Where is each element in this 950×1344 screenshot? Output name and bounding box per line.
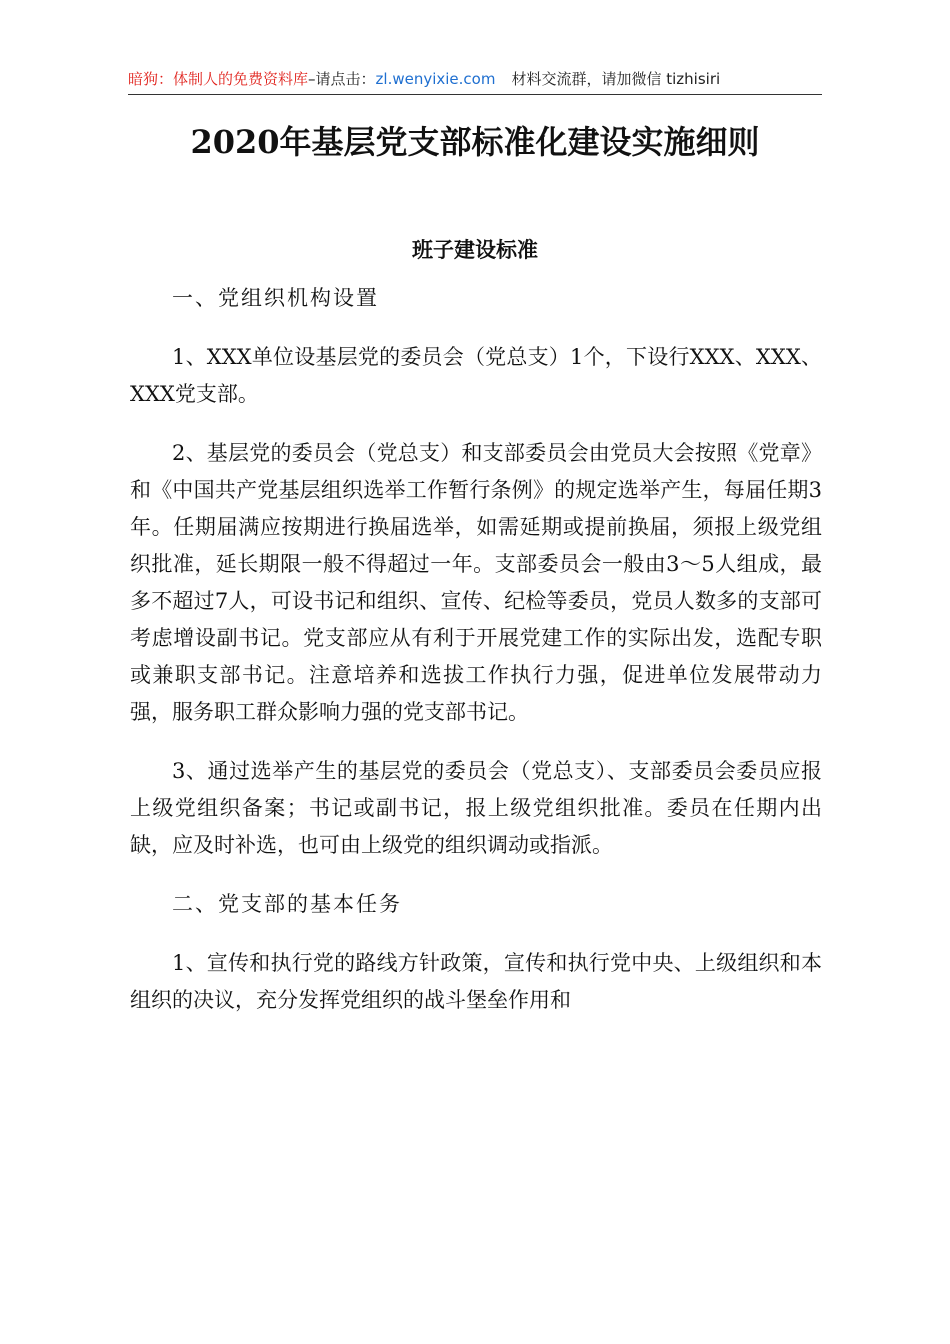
section-title: 班子建设标准 <box>412 238 538 262</box>
paragraph-1: 1、XXX单位设基层党的委员会（党总支）1个，下设行XXX、XXX、XXX党支部。 <box>130 345 822 406</box>
header-prompt: –请点击： <box>308 70 376 88</box>
document-title: 2020年基层党支部标准化建设实施细则 <box>190 123 760 161</box>
paragraph-2: 2、基层党的委员会（党总支）和支部委员会由党员大会按照《党章》和《中国共产党基层组织选举工作暂行条例》的规定选举产生，每届任期3年。任期届满应按期进行换届选举，如需延期或提前换届，须报上级党组织批准，延长期限一般不得超过一年。支部委员会一般由3～5人组成，最多不超过7人，可设书记和组织、宣传、纪检等委员，党员人数多的支部可考虑增设副书记。党支部应从有利于开展党建工作的实际出发，选配专职或兼职支部书记。注意培养和选拔工作执行力强，促进单位发展带动力强，服务职工群众影响力强的党支部书记。 <box>130 441 822 724</box>
heading-org-setup: 一、党组织机构设置 <box>172 286 379 310</box>
document-body <box>130 280 822 1019</box>
paragraph-4: 1、宣传和执行党的路线方针政策，宣传和执行党中央、上级组织和本组织的决议，充分发挥党组织的战斗堡垒作用和 <box>130 951 822 1012</box>
header-link[interactable]: zl.wenyixie.com <box>375 70 496 88</box>
header-divider <box>128 94 822 95</box>
paragraph-3: 3、通过选举产生的基层党的委员会（党总支）、支部委员会委员应报上级党组织备案；书记或副书记，报上级党组织批准。委员在任期内出缺，应及时补选，也可由上级党的组织调动或指派。 <box>130 759 822 857</box>
header-contact: 材料交流群，请加微信 tizhisiri <box>511 70 721 88</box>
header-site-name: 暗狗：体制人的免费资料库 <box>128 70 309 88</box>
heading-basic-tasks: 二、党支部的基本任务 <box>172 892 402 916</box>
page-header <box>128 68 822 94</box>
